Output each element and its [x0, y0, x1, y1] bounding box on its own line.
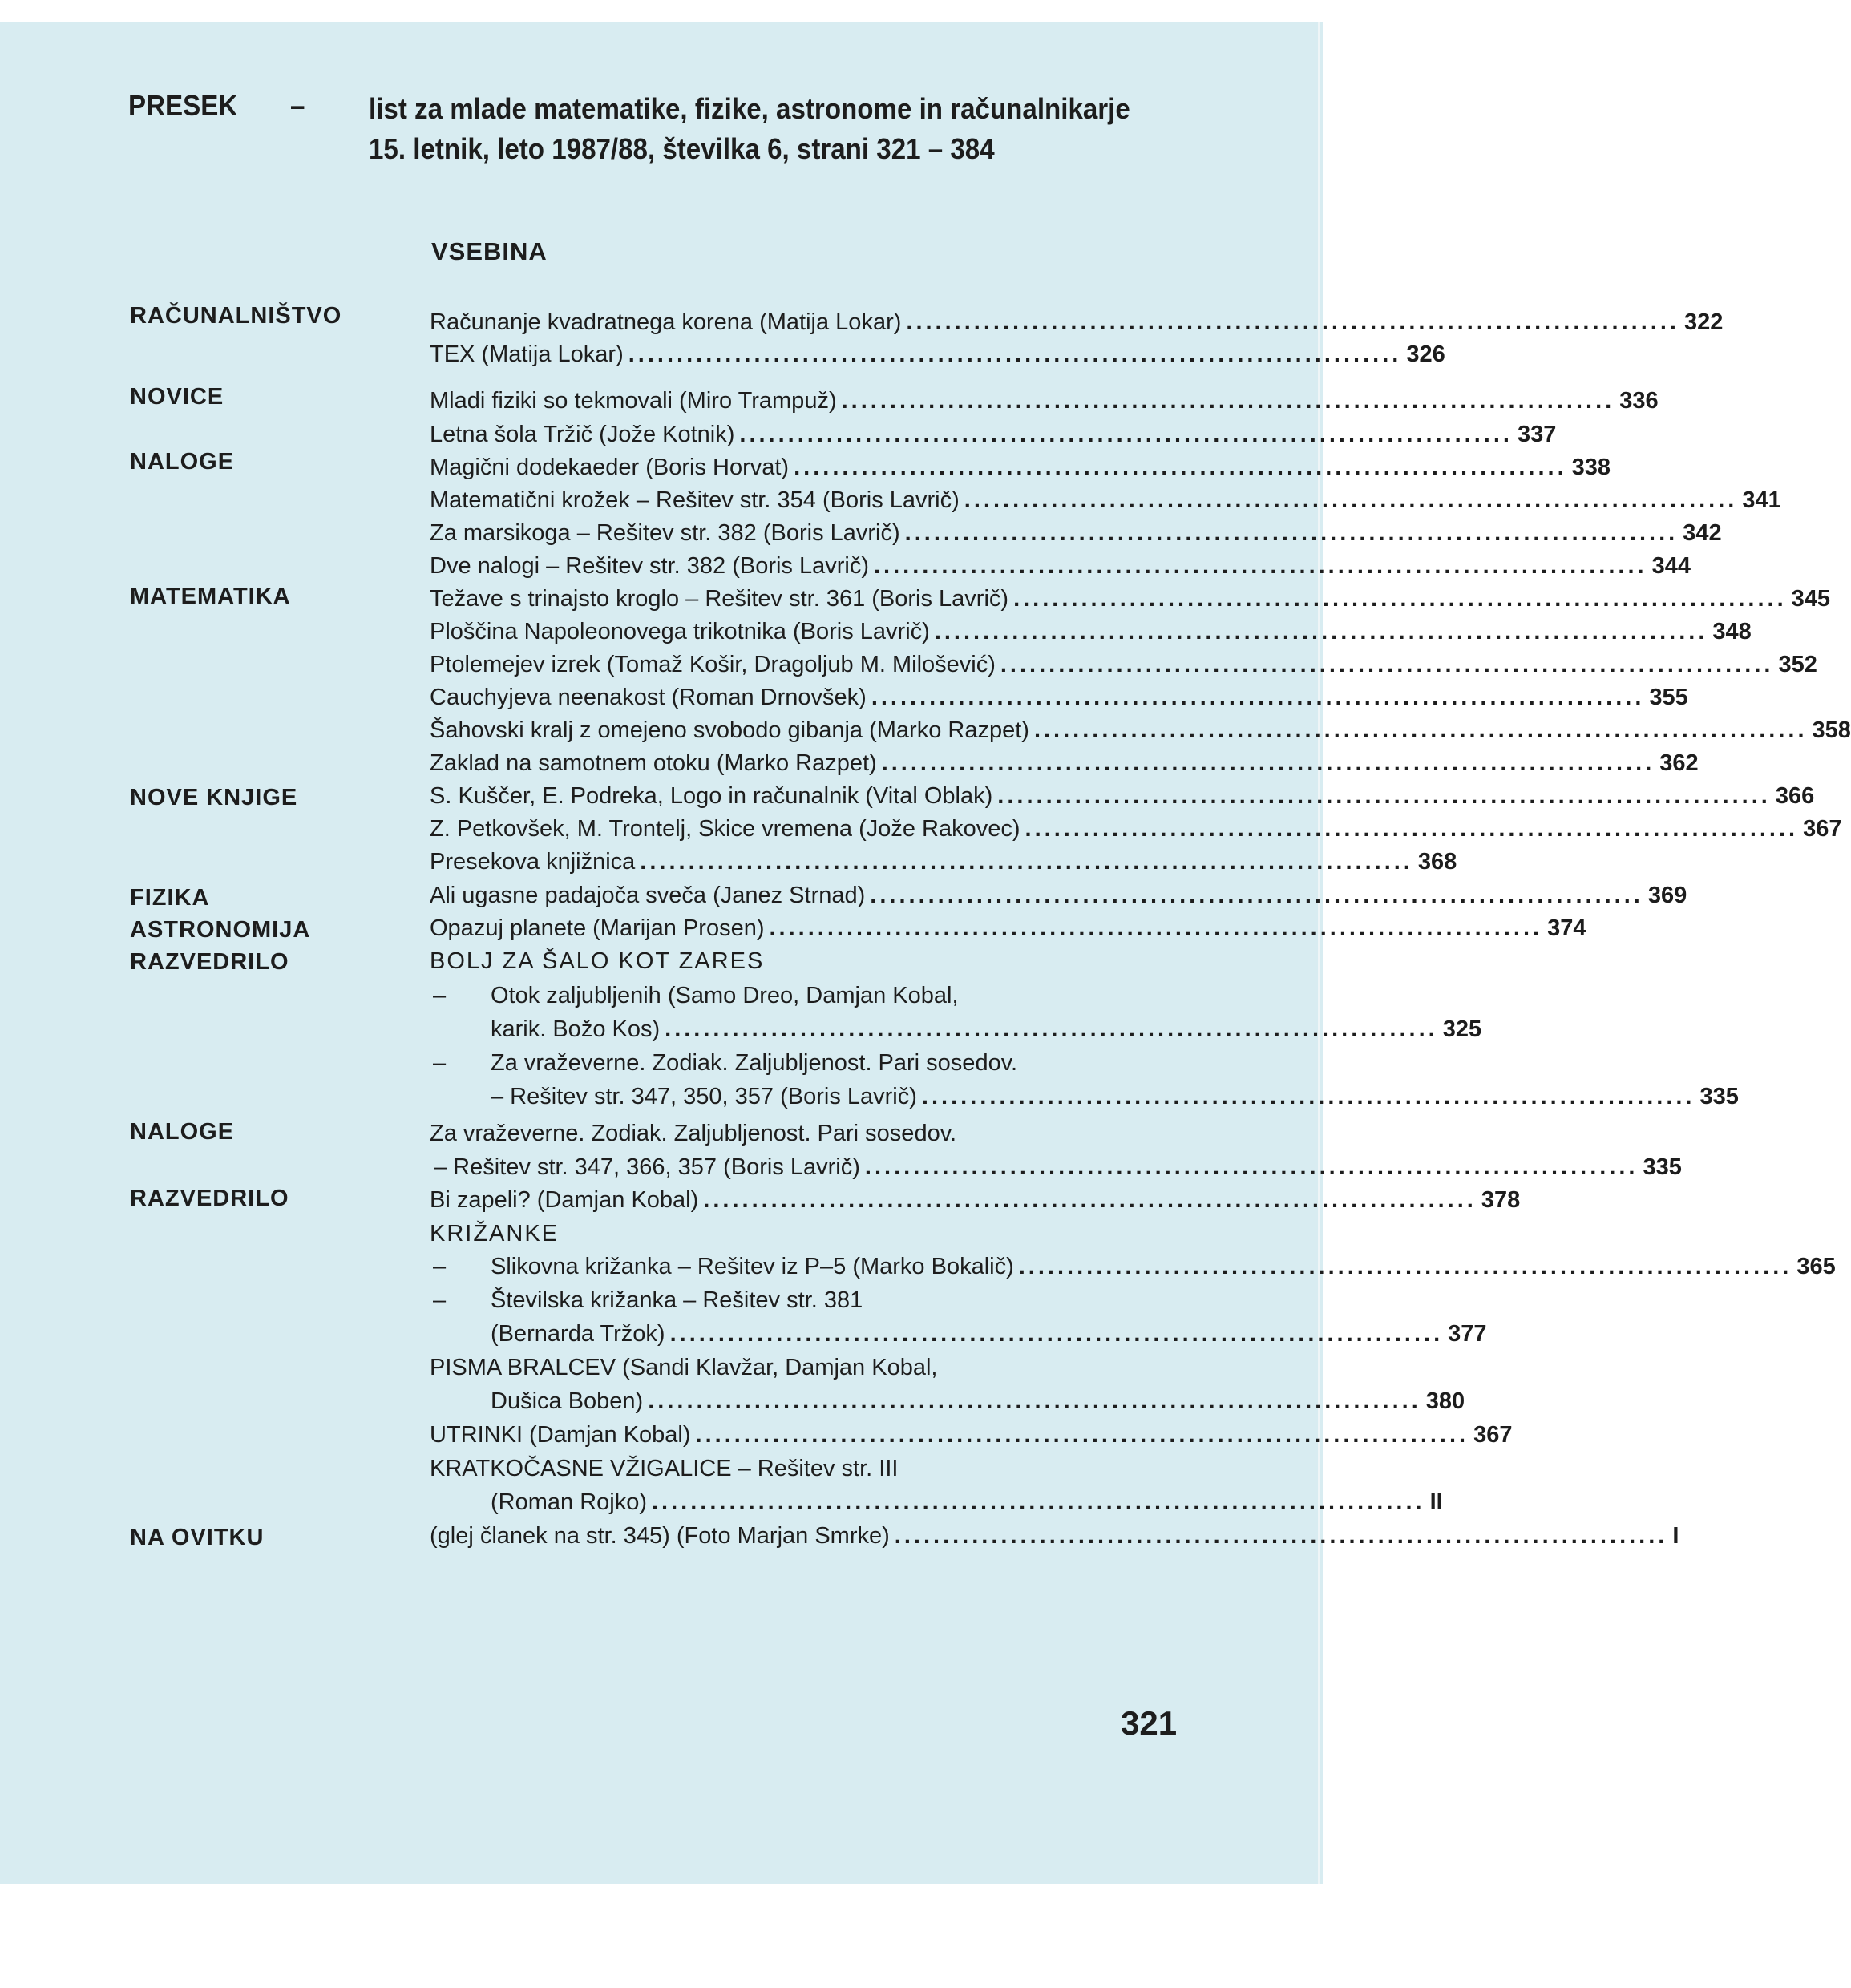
- entry-text: Matematični krožek – Rešitev str. 354 (Boris Lavrič): [430, 487, 960, 513]
- toc-entry: [430, 418, 1557, 451]
- entry-text: Ali ugasne padajoča sveča (Janez Strnad): [430, 883, 866, 908]
- toc-entry: [430, 813, 1842, 846]
- entry-text: Ptolemejev izrek (Tomaž Košir, Dragoljub M. Milošević): [430, 652, 996, 677]
- entry-page: 365: [1796, 1254, 1836, 1279]
- page-edge: [1318, 22, 1320, 1884]
- toc-entry: [430, 306, 1724, 339]
- category-label: NA OVITKU: [130, 1525, 265, 1550]
- entry-page: 377: [1448, 1321, 1487, 1347]
- dash-marker: –: [433, 1050, 447, 1076]
- toc-entry: [430, 550, 1691, 583]
- entry-text: Presekova knjižnica: [430, 849, 636, 875]
- dot-leader: ................................................................................: [1018, 1254, 1792, 1279]
- entry-text: Otok zaljubljenih (Samo Dreo, Damjan Kobal,: [491, 983, 959, 1008]
- dot-leader: ................................................................................: [881, 750, 1655, 776]
- entry-text: karik. Božo Kos): [491, 1016, 661, 1042]
- entry-text: Magični dodekaeder (Boris Horvat): [430, 455, 790, 480]
- entry-page: 342: [1683, 520, 1722, 546]
- category-label: NOVICE: [130, 384, 224, 410]
- entry-text: Za vraževerne. Zodiak. Zaljubljenost. Pari sosedov.: [491, 1050, 1018, 1076]
- dash-marker: –: [433, 1254, 447, 1279]
- entry-page: 326: [1406, 341, 1445, 367]
- toc-section-heading: [430, 1218, 1195, 1251]
- entry-page: 345: [1791, 586, 1831, 612]
- category-label: FIZIKA: [130, 885, 210, 911]
- entry-text: TEX (Matija Lokar): [430, 341, 624, 367]
- toc-entry: [430, 583, 1831, 616]
- entry-page: 344: [1651, 553, 1691, 579]
- category-label: NOVE KNJIGE: [130, 785, 298, 810]
- dot-leader: ................................................................................: [964, 487, 1738, 513]
- dash-marker: –: [433, 1287, 447, 1313]
- header-dash: –: [290, 89, 305, 122]
- entry-text: – Rešitev str. 347, 350, 357 (Boris Lavrič): [491, 1084, 917, 1109]
- toc-entry: [430, 649, 1817, 681]
- toc-entry: [491, 1081, 1739, 1113]
- dot-leader: ................................................................................: [921, 1084, 1695, 1109]
- category-label: RAZVEDRILO: [130, 1186, 289, 1211]
- entry-text: S. Kuščer, E. Podreka, Logo in računalnik (Vital Oblak): [430, 783, 993, 809]
- journal-subtitle: list za mlade matematike, fizike, astronome in računalnikarje: [369, 92, 1130, 125]
- dot-leader: ................................................................................: [894, 1523, 1668, 1549]
- toc-entry: [430, 747, 1699, 780]
- category-label: MATEMATIKA: [130, 584, 291, 609]
- entry-text: KRATKOČASNE VŽIGALICE – Rešitev str. III: [430, 1456, 899, 1481]
- entry-page: 367: [1803, 816, 1842, 842]
- entry-text: Letna šola Tržič (Jože Kotnik): [430, 422, 735, 447]
- dot-leader: ................................................................................: [1000, 652, 1774, 677]
- toc-entry: [430, 385, 1659, 418]
- toc-entry: [430, 912, 1586, 945]
- entry-text: Bi zapeli? (Damjan Kobal): [430, 1187, 699, 1213]
- toc-entry: [430, 616, 1752, 649]
- entry-text: Dušica Boben): [491, 1388, 644, 1414]
- toc-entry: [491, 1486, 1443, 1519]
- entry-page: 378: [1481, 1187, 1521, 1213]
- entry-page: 355: [1649, 685, 1688, 710]
- toc-entry: [430, 451, 1611, 484]
- entry-page: 337: [1517, 422, 1557, 447]
- entry-text: UTRINKI (Damjan Kobal): [430, 1422, 691, 1448]
- toc-entry: [491, 1013, 1482, 1046]
- category-label: NALOGE: [130, 1119, 235, 1145]
- toc-entry: [430, 484, 1781, 517]
- dot-leader: ................................................................................: [665, 1016, 1438, 1042]
- dot-leader: ................................................................................: [1033, 717, 1808, 743]
- dot-leader: ................................................................................: [906, 309, 1679, 335]
- dot-leader: ................................................................................: [870, 883, 1643, 908]
- entry-text: Ploščina Napoleonovega trikotnika (Boris Lavrič): [430, 619, 930, 644]
- entry-page: 335: [1699, 1084, 1739, 1109]
- toc-title: VSEBINA: [431, 237, 548, 265]
- dot-leader: ................................................................................: [640, 849, 1413, 875]
- toc-entry: [491, 1318, 1487, 1351]
- entry-text: Številska križanka – Rešitev str. 381: [491, 1287, 863, 1313]
- toc-entry: [491, 1047, 1195, 1080]
- entry-text: Težave s trinajsto kroglo – Rešitev str. 361 (Boris Lavrič): [430, 586, 1009, 612]
- toc-entry: [430, 1352, 1195, 1384]
- entry-page: 341: [1742, 487, 1781, 513]
- entry-text: Računanje kvadratnega korena (Matija Lokar): [430, 309, 902, 335]
- entry-page: 362: [1659, 750, 1699, 776]
- entry-text: (Roman Rojko): [491, 1489, 647, 1515]
- entry-text: (glej članek na str. 345) (Foto Marjan Smrke): [430, 1523, 890, 1549]
- entry-page: 367: [1473, 1422, 1513, 1448]
- entry-text: Slikovna križanka – Rešitev iz P–5 (Marko Bokalič): [491, 1254, 1014, 1279]
- entry-page: 352: [1778, 652, 1817, 677]
- toc-entry: [430, 338, 1445, 371]
- toc-section-heading: [430, 945, 1195, 978]
- dot-leader: ................................................................................: [794, 455, 1567, 480]
- entry-page: 380: [1425, 1388, 1465, 1414]
- entry-text: Šahovski kralj z omejeno svobodo gibanja (Marko Razpet): [430, 717, 1029, 743]
- dot-leader: ................................................................................: [874, 553, 1647, 579]
- dot-leader: ................................................................................: [997, 783, 1771, 809]
- dot-leader: ................................................................................: [934, 619, 1708, 644]
- dot-leader: ................................................................................: [864, 1154, 1639, 1180]
- dot-leader: ................................................................................: [652, 1489, 1425, 1515]
- entry-page: 358: [1812, 717, 1851, 743]
- dot-leader: ................................................................................: [695, 1422, 1469, 1448]
- toc-entry: [430, 879, 1687, 912]
- entry-page: 369: [1647, 883, 1687, 908]
- entry-page: 348: [1712, 619, 1752, 644]
- entry-text: Cauchyjeva neenakost (Roman Drnovšek): [430, 685, 867, 710]
- toc-entry: [430, 1520, 1679, 1553]
- entry-text: Za vraževerne. Zodiak. Zaljubljenost. Pari sosedov.: [430, 1121, 957, 1146]
- category-label: ASTRONOMIJA: [130, 917, 311, 943]
- entry-text: Dve nalogi – Rešitev str. 382 (Boris Lavrič): [430, 553, 869, 579]
- entry-text: – Rešitev str. 347, 366, 357 (Boris Lavrič): [434, 1154, 860, 1180]
- journal-name: PRESEK: [128, 89, 238, 122]
- toc-entry: [430, 714, 1851, 747]
- entry-page: 335: [1643, 1154, 1682, 1180]
- entry-page: 325: [1442, 1016, 1482, 1042]
- issue-info: 15. letnik, leto 1987/88, številka 6, strani 321 – 384: [369, 132, 995, 165]
- entry-text: BOLJ ZA ŠALO KOT ZARES: [430, 948, 765, 974]
- dot-leader: ................................................................................: [1013, 586, 1787, 612]
- toc-entry: [430, 1117, 1195, 1150]
- entry-page: 374: [1547, 915, 1586, 941]
- dot-leader: ................................................................................: [1025, 816, 1799, 842]
- entry-text: (Bernarda Tržok): [491, 1321, 665, 1347]
- entry-page: 322: [1683, 309, 1724, 335]
- category-label: NALOGE: [130, 449, 235, 475]
- entry-text: KRIŽANKE: [430, 1221, 560, 1247]
- entry-text: Z. Petkovšek, M. Trontelj, Skice vremena (Jože Rakovec): [430, 816, 1020, 842]
- entry-text: Zaklad na samotnem otoku (Marko Razpet): [430, 750, 877, 776]
- dot-leader: ................................................................................: [628, 341, 1402, 367]
- dot-leader: ................................................................................: [769, 915, 1543, 941]
- dot-leader: ................................................................................: [739, 422, 1513, 447]
- entry-page: 338: [1571, 455, 1611, 480]
- toc-entry: [430, 1184, 1521, 1217]
- page-number: 321: [1121, 1704, 1178, 1742]
- dot-leader: ................................................................................: [904, 520, 1679, 546]
- toc-entry: [430, 1151, 1682, 1184]
- entry-page: 368: [1417, 849, 1457, 875]
- toc-entry: [430, 517, 1722, 550]
- toc-entry: [430, 780, 1815, 813]
- toc-entry: [491, 980, 1195, 1012]
- toc-entry: [430, 846, 1457, 879]
- toc-entry: [491, 1385, 1465, 1418]
- entry-text: Opazuj planete (Marijan Prosen): [430, 915, 765, 941]
- entry-page: 366: [1775, 783, 1815, 809]
- entry-text: Za marsikoga – Rešitev str. 382 (Boris Lavrič): [430, 520, 900, 546]
- toc-entry: [430, 1419, 1513, 1452]
- toc-entry: [491, 1284, 1195, 1317]
- toc-entry: [491, 1251, 1836, 1283]
- dash-marker: –: [433, 983, 447, 1008]
- dot-leader: ................................................................................: [669, 1321, 1444, 1347]
- dot-leader: ................................................................................: [871, 685, 1645, 710]
- dot-leader: ................................................................................: [648, 1388, 1421, 1414]
- entry-page: II: [1429, 1489, 1443, 1515]
- toc-entry: [430, 681, 1688, 714]
- category-label: RAČUNALNIŠTVO: [130, 303, 342, 329]
- entry-text: PISMA BRALCEV (Sandi Klavžar, Damjan Kobal,: [430, 1355, 938, 1380]
- dot-leader: ................................................................................: [841, 388, 1615, 414]
- toc-entry: [430, 1453, 1195, 1485]
- category-label: RAZVEDRILO: [130, 949, 289, 975]
- dot-leader: ................................................................................: [703, 1187, 1477, 1213]
- entry-page: 336: [1619, 388, 1659, 414]
- entry-page: I: [1672, 1523, 1679, 1549]
- entry-text: Mladi fiziki so tekmovali (Miro Trampuž): [430, 388, 837, 414]
